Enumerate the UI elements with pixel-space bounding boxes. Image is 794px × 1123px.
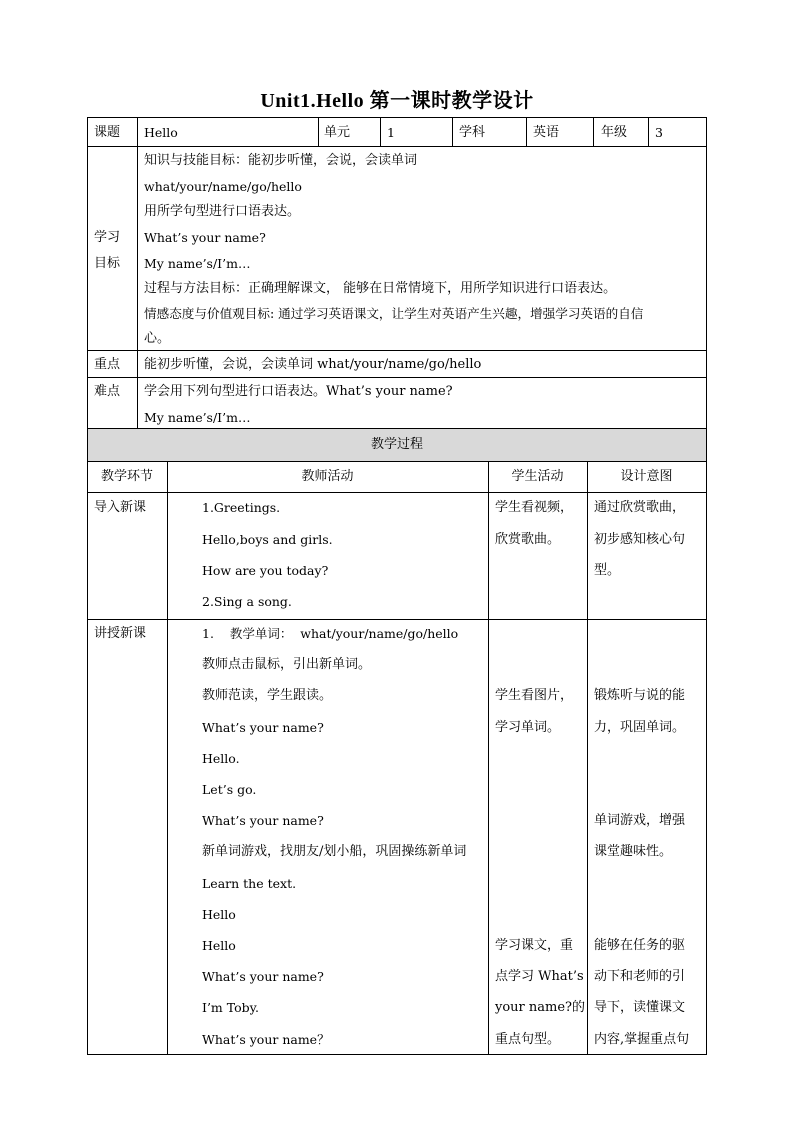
grade-value: 3	[655, 125, 663, 140]
column-header: 学生活动	[511, 469, 564, 484]
teacher-activity-line: Hello	[202, 938, 236, 953]
design-intent-line: 课堂趣味性。	[594, 844, 673, 859]
teacher-activity-line: 2.Sing a song.	[202, 594, 292, 609]
student-activity-line: your name?的	[495, 1000, 586, 1015]
teacher-activity-line: What’s your name?	[202, 813, 324, 828]
difficulty-label: 难点	[94, 384, 121, 399]
objective-line: 过程与方法目标：正确理解课文， 能够在日常情境下，用所学知识进行口语表达。	[144, 281, 617, 296]
page-title: Unit1.Hello 第一课时教学设计	[260, 90, 534, 112]
teacher-activity-line: 教师点击鼠标，引出新单词。	[202, 657, 372, 672]
design-intent-line: 通过欣赏歌曲，	[594, 500, 686, 515]
student-activity-line: 重点句型。	[495, 1032, 561, 1047]
objective-line: 用所学句型进行口语表达。	[144, 204, 301, 219]
objective-line: 知识与技能目标：能初步听懂，会说，会读单词	[144, 153, 418, 168]
design-intent-line: 力，巩固单词。	[594, 720, 686, 735]
column-header: 教师活动	[301, 469, 354, 484]
teacher-activity-line: What’s your name?	[202, 720, 324, 735]
teacher-activity-line: 新单词游戏，找朋友/划小船，巩固操练新单词	[202, 844, 467, 859]
objectives-label-line1: 学习	[94, 230, 121, 245]
student-activity-line: 学习单词。	[495, 720, 561, 735]
teacher-activity-line: Hello	[202, 907, 236, 922]
student-activity-line: 欣赏歌曲。	[495, 532, 561, 547]
teacher-activity-line: Let’s go.	[202, 782, 257, 797]
stage-name: 讲授新课	[94, 626, 147, 641]
objective-line: what/your/name/go/hello	[144, 179, 302, 194]
teacher-activity-line: I’m Toby.	[202, 1000, 260, 1015]
teacher-activity-line: What’s your name?	[202, 969, 324, 984]
unit-label: 单元	[324, 125, 351, 140]
key-point-text: 能初步听懂，会说，会读单词 what/your/name/go/hello	[144, 357, 482, 372]
difficulty-text: My name’s/I’m…	[144, 410, 251, 425]
teacher-activity-line: Hello,boys and girls.	[202, 532, 333, 547]
objective-line: What’s your name?	[144, 230, 266, 245]
design-intent-line: 初步感知核心句	[594, 532, 686, 547]
student-activity-line: 学习课文，重	[495, 938, 574, 953]
design-intent-line: 锻炼听与说的能	[594, 688, 686, 703]
unit-value: 1	[387, 125, 395, 140]
stage-name: 导入新课	[94, 500, 147, 515]
key-point-label: 重点	[94, 357, 121, 372]
design-intent-line: 型。	[594, 563, 621, 578]
subject-value: 英语	[533, 125, 560, 140]
column-header: 设计意图	[620, 469, 673, 484]
teacher-activity-line: 教师范读，学生跟读。	[202, 688, 333, 703]
teacher-activity-line: How are you today?	[202, 563, 329, 578]
process-header: 教学过程	[370, 437, 423, 452]
design-intent-line: 内容,掌握重点句	[594, 1032, 690, 1047]
student-activity-line: 点学习 What’s	[495, 969, 584, 984]
student-activity-line: 学生看视频，	[495, 500, 574, 515]
student-activity-line: 学生看图片，	[495, 688, 574, 703]
grade-label: 年级	[601, 125, 628, 140]
topic-value: Hello	[144, 125, 178, 140]
objective-line: 情感态度与价值观目标: 通过学习英语课文，让学生对英语产生兴趣，增强学习英语的自信	[144, 306, 644, 321]
objectives-label-line2: 目标	[94, 256, 121, 271]
teacher-activity-line: What’s your name？	[202, 1032, 330, 1047]
objective-line: 心。	[144, 331, 171, 346]
design-intent-line: 动下和老师的引	[594, 969, 686, 984]
teacher-activity-line: 1.Greetings.	[202, 500, 281, 515]
objective-line: My name’s/I’m…	[144, 256, 251, 271]
teacher-activity-line: Hello.	[202, 751, 240, 766]
design-intent-line: 导下，读懂课文	[594, 1000, 686, 1015]
difficulty-text: 学会用下列句型进行口语表达。What’s your name?	[144, 384, 453, 399]
design-intent-line: 单词游戏，增强	[594, 813, 686, 828]
teacher-activity-line: 1. 教学单词： what/your/name/go/hello	[202, 626, 459, 641]
teacher-activity-line: Learn the text.	[202, 876, 297, 891]
design-intent-line: 能够在任务的驱	[594, 938, 686, 953]
topic-label: 课题	[94, 125, 121, 140]
subject-label: 学科	[459, 125, 486, 140]
column-header: 教学环节	[100, 469, 153, 484]
